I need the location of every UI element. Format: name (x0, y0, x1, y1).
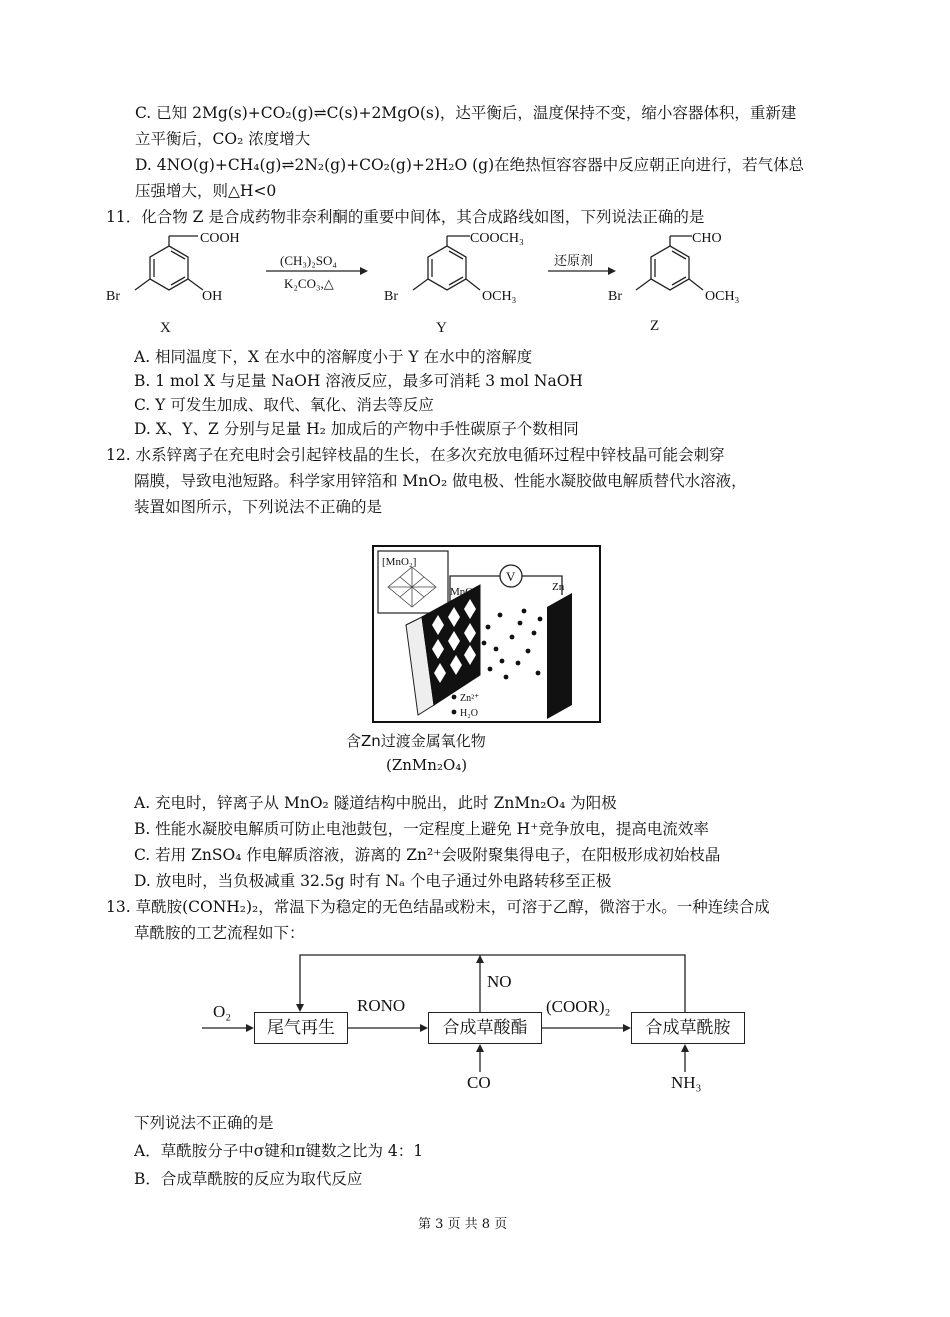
flow-input-co: CO (467, 1073, 491, 1092)
flow-box-oxalate-synthesis: 合成草酸酯 (428, 1012, 542, 1044)
q12-stem-line1: 12. 水系锌离子在充电时会引起锌枝晶的生长，在多次充放电循环过程中锌枝晶可能会刺穿 (106, 446, 725, 464)
q13-stem-line2: 草酰胺的工艺流程如下： (134, 924, 305, 942)
compound-y-label: Y (436, 320, 447, 336)
y-och3-label: OCH₃ (482, 289, 517, 304)
q12-option-d: D. 放电时，当负极减重 32.5g 时有 Nₐ 个电子通过外电路转移至正极 (134, 872, 612, 890)
q11-option-c: C. Y 可发生加成、取代、氧化、消去等反应 (134, 396, 434, 414)
flow-input-nh3: NH₃ (671, 1073, 702, 1092)
mno2-electrode-label: MnO₂ (450, 586, 478, 598)
q11-option-d: D. X、Y、Z 分别与足量 H₂ 加成后的产物中手性碳原子个数相同 (134, 420, 579, 438)
reagent-potassium-carbonate: K₂CO₃,△ (284, 276, 334, 291)
y-br-label: Br (384, 289, 398, 304)
z-br-label: Br (608, 289, 622, 304)
compound-x-label: X (160, 320, 171, 336)
q12-option-b: B. 性能水凝胶电解质可防止电池鼓包，一定程度上避免 H⁺竞争放电，提高电流效率 (134, 820, 709, 838)
x-oh-label: OH (202, 289, 223, 304)
y-cooch3-label: COOCH₃ (470, 231, 524, 246)
legend-zn-ion: Zn²⁺ (460, 693, 480, 704)
x-cooh-label: COOH (200, 231, 240, 246)
legend-water: H₂O (460, 708, 478, 719)
q12-stem-line3: 装置如图所示，下列说法不正确的是 (134, 498, 383, 516)
q13-option-b: B．合成草酰胺的反应为取代反应 (134, 1170, 363, 1188)
diagram-caption-line1: 含Zn过渡金属氧化物 (346, 732, 486, 750)
flow-output-no: NO (487, 972, 512, 991)
q12-option-a: A. 充电时，锌离子从 MnO₂ 隧道结构中脱出，此时 ZnMn₂O₄ 为阳极 (134, 794, 617, 812)
compound-z-label: Z (650, 318, 660, 334)
q11-option-b: B. 1 mol X 与足量 NaOH 溶液反应，最多可消耗 3 mol NaOH (134, 372, 583, 390)
reagent-dimethyl-sulfate: (CH₃)₂SO₄ (280, 253, 337, 268)
q12-stem-line2: 隔膜，导致电池短路。科学家用锌箔和 MnO₂ 做电极、性能水凝胶做电解质替代水溶液， (134, 472, 747, 490)
diagram-caption-line2: (ZnMn₂O₄) (386, 756, 468, 774)
z-och3-label: OCH₃ (705, 289, 740, 304)
q11-stem: 11．化合物 Z 是合成药物非奈利酮的重要中间体，其合成路线如图，下列说法正确的是 (106, 208, 705, 226)
voltmeter-label: V (506, 569, 516, 584)
q10-option-c-line1: C. 已知 2Mg(s)+CO₂(g)⇌C(s)+2MgO(s)，达平衡后，温度保持不变，缩小容器体积，重新建 (135, 104, 797, 122)
q10-option-d-line1: D. 4NO(g)+CH₄(g)⇌2N₂(g)+CO₂(g)+2H₂O (g)在绝热恒容容器中反应朝正向进行，若气体总 (135, 156, 805, 174)
reagent-reducing-agent: 还原剂 (554, 253, 594, 268)
flow-input-o2: O₂ (213, 1002, 232, 1021)
flow-label-rono: RONO (357, 996, 406, 1015)
z-cho-label: CHO (692, 231, 722, 246)
flow-box-tail-gas-regeneration: 尾气再生 (254, 1012, 348, 1044)
q13-stem-line1: 13. 草酰胺(CONH₂)₂，常温下为稳定的无色结晶或粉末，可溶于乙醇，微溶于水。一种连续合成 (106, 898, 770, 916)
q10-option-d-line2: 压强增大，则△H<0 (135, 182, 277, 200)
flow-label-coor2: (COOR)₂ (546, 997, 611, 1016)
inset-mno2-label: [MnO₂] (382, 556, 417, 568)
q13-prompt: 下列说法不正确的是 (134, 1114, 274, 1132)
q13-option-a: A．草酰胺分子中σ键和π键数之比为 4：1 (134, 1142, 424, 1160)
flow-box-oxamide-synthesis: 合成草酰胺 (631, 1012, 745, 1044)
q12-option-c: C. 若用 ZnSO₄ 作电解质溶液，游离的 Zn²⁺会吸附聚集得电子，在阳极形成初始枝晶 (134, 846, 721, 864)
q10-option-c-line2: 立平衡后，CO₂ 浓度增大 (135, 130, 311, 148)
x-br-label: Br (106, 289, 120, 304)
zn-electrode-label: Zn (552, 581, 565, 593)
q11-option-a: A. 相同温度下，X 在水中的溶解度小于 Y 在水中的溶解度 (134, 348, 533, 366)
page-footer: 第 3 页 共 8 页 (418, 1217, 508, 1232)
